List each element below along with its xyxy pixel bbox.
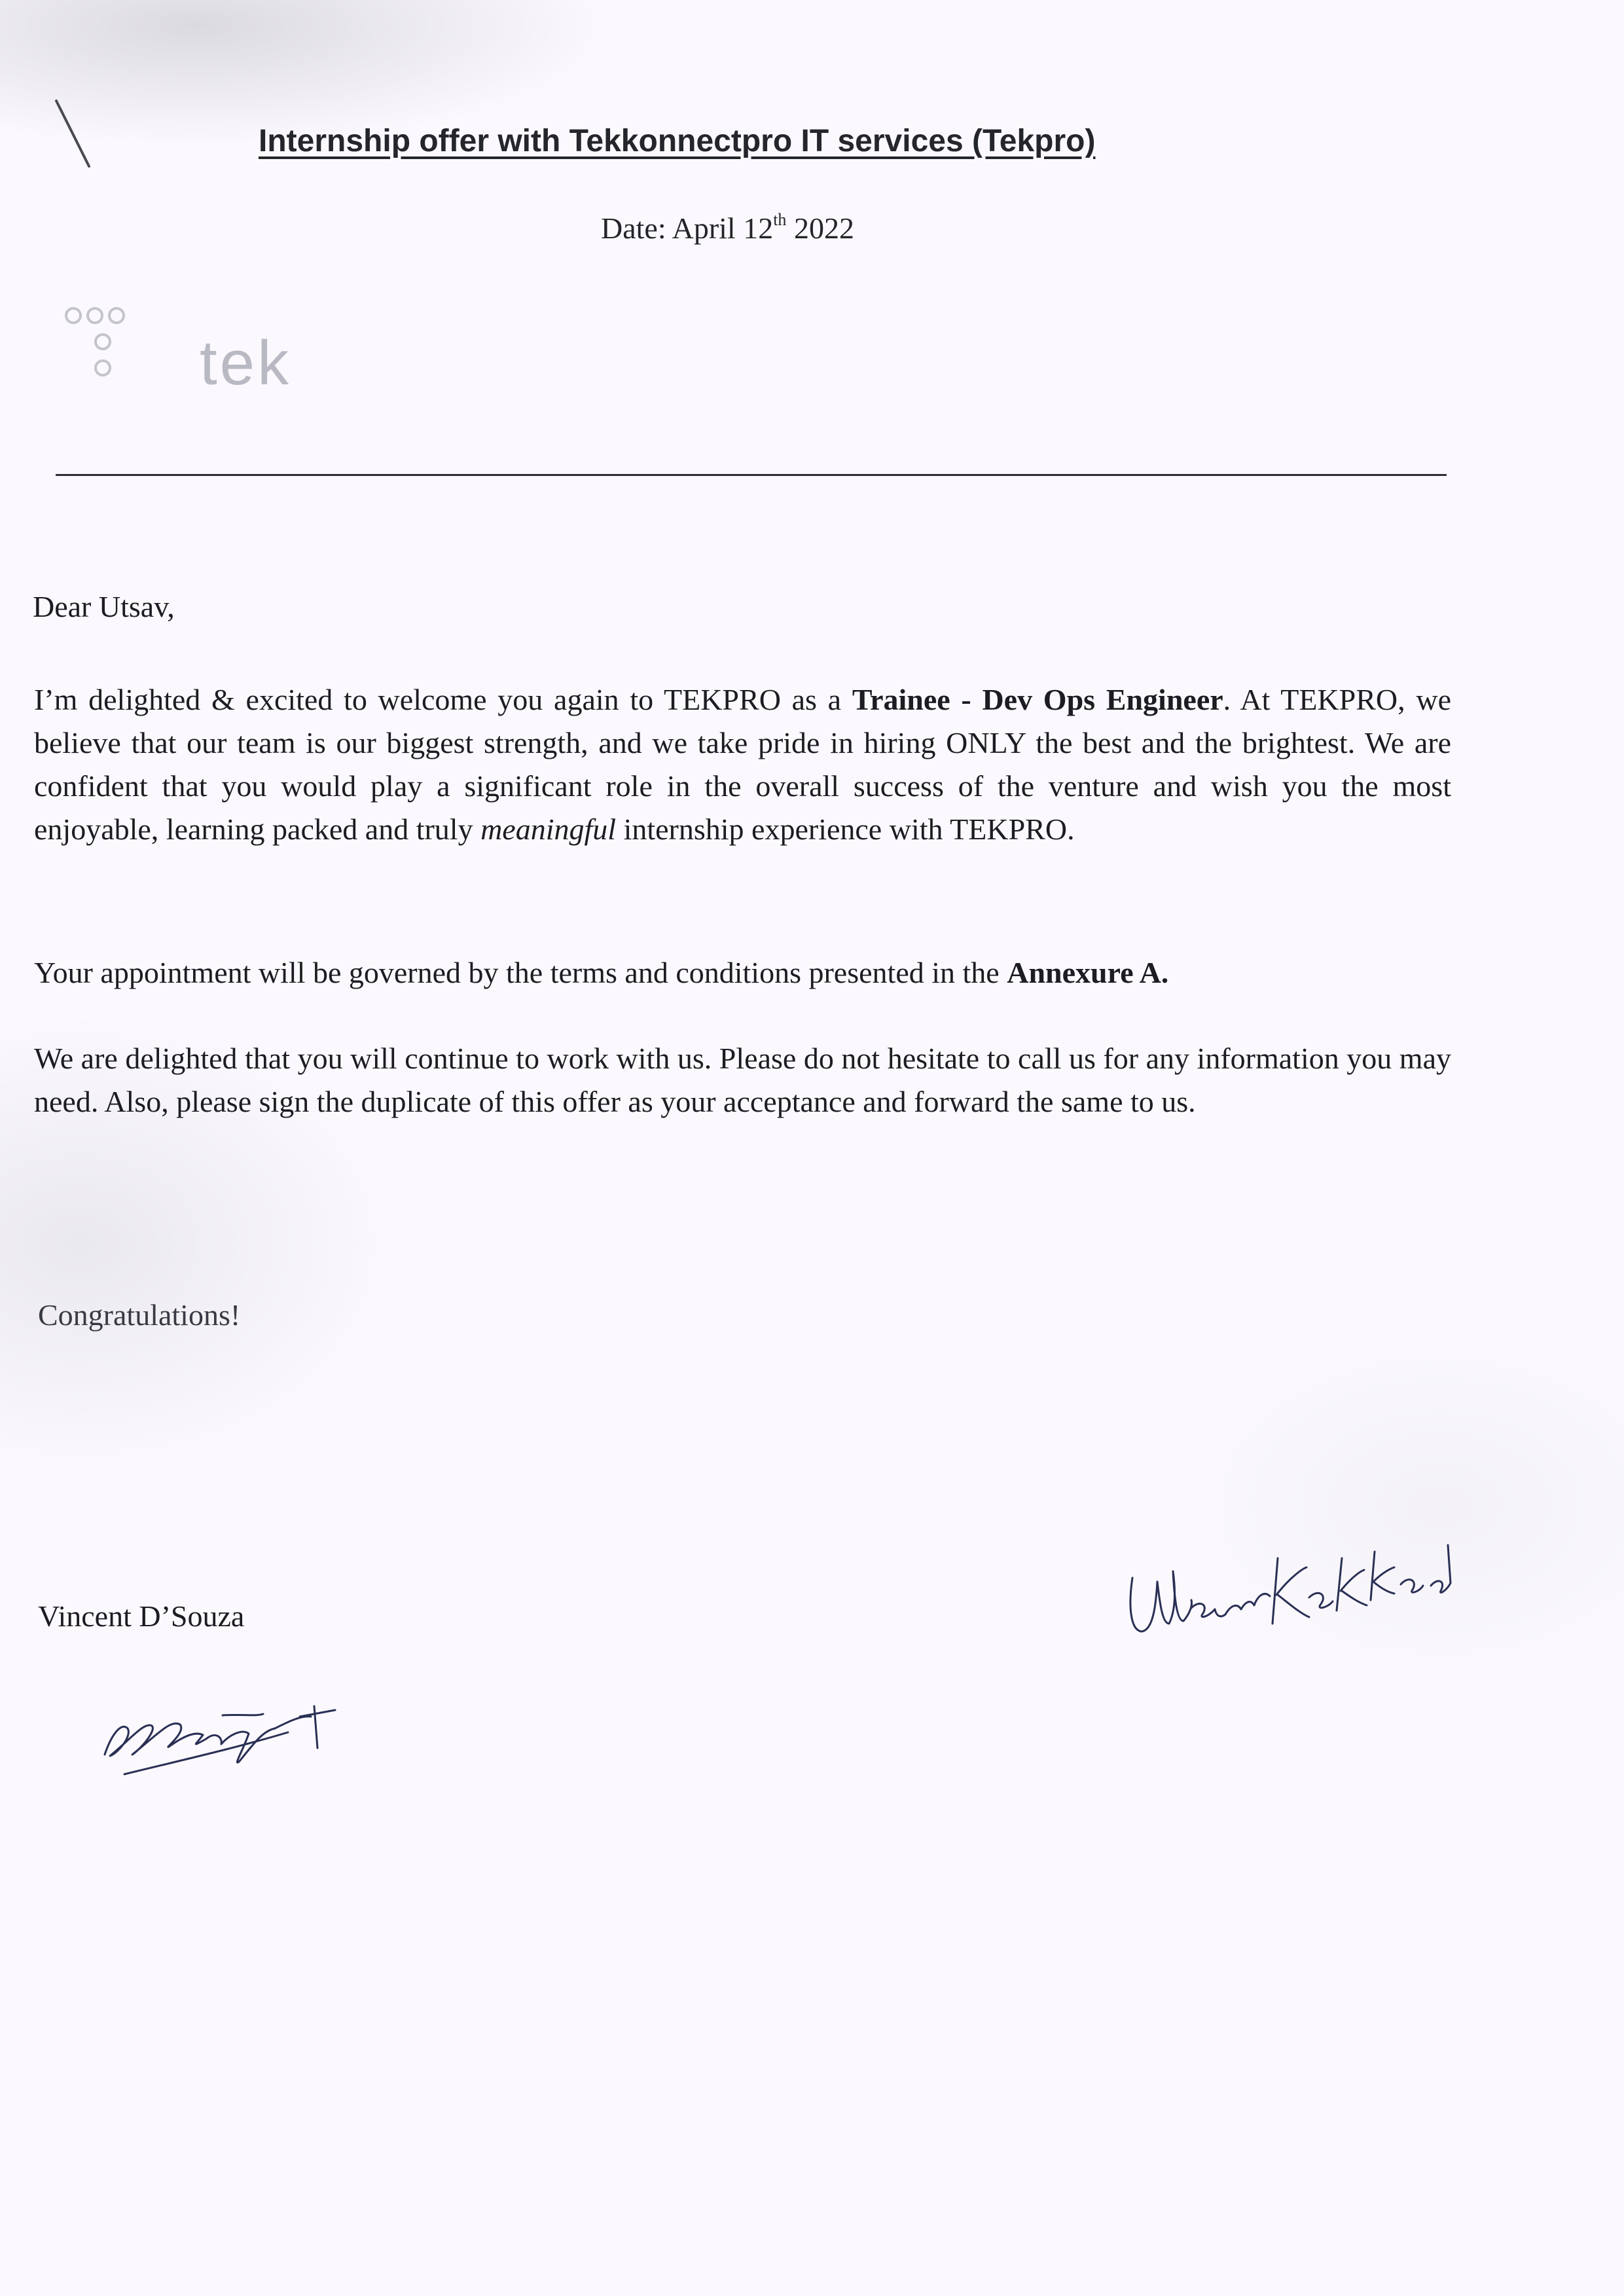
- annexure-reference: Annexure A.: [1007, 956, 1169, 989]
- paragraph-terms-text: Your appointment will be governed by the terms and conditions presented in the: [34, 956, 1007, 989]
- date-month-day: April 12: [672, 211, 774, 245]
- closing-line: Congratulations!: [38, 1298, 241, 1332]
- logo-text: tek: [200, 328, 292, 398]
- signatory-name: Vincent D’Souza: [38, 1599, 245, 1633]
- date-label: Date:: [601, 211, 666, 245]
- date-year: 2022: [793, 211, 854, 245]
- logo-dots-icon: [62, 301, 154, 399]
- company-logo: [62, 301, 324, 399]
- paragraph-acceptance: We are delighted that you will continue to work with us. Please do not hesitate to call us for any information you may need. Also, please sign the duplicate of this offer as your acceptance and forward the same to us.: [34, 1042, 1451, 1118]
- paragraph-welcome: [34, 678, 1451, 851]
- date-day-suffix: th: [773, 210, 787, 229]
- paragraph-welcome-part1: I’m delighted & excited to welcome you again to TEKPRO as a: [34, 683, 852, 716]
- letter-title: Internship offer with Tekkonnectpro IT services (Tekpro): [259, 124, 1096, 158]
- paragraph-welcome-part3: internship experience with TEKPRO.: [616, 812, 1075, 846]
- paragraph-terms: [34, 951, 1451, 994]
- header-divider: [56, 474, 1447, 476]
- candidate-signature: [1113, 1532, 1453, 1663]
- paragraph-welcome-part2: . At TEKPRO, we believe that our team is our biggest strength, and we take pride in hiring ONLY the best and the brightest. We are confident that you would play a significant role in the overall success of the venture and wish you the most enjoyable, learning packed and truly: [34, 683, 1451, 846]
- letter-date: [601, 211, 854, 246]
- job-role: Trainee - Dev Ops Engineer: [852, 683, 1223, 716]
- salutation: Dear Utsav,: [33, 590, 175, 623]
- pen-stroke-mark: [51, 98, 97, 170]
- emphasis-word: meaningful: [480, 812, 617, 846]
- signatory-signature: [92, 1676, 373, 1787]
